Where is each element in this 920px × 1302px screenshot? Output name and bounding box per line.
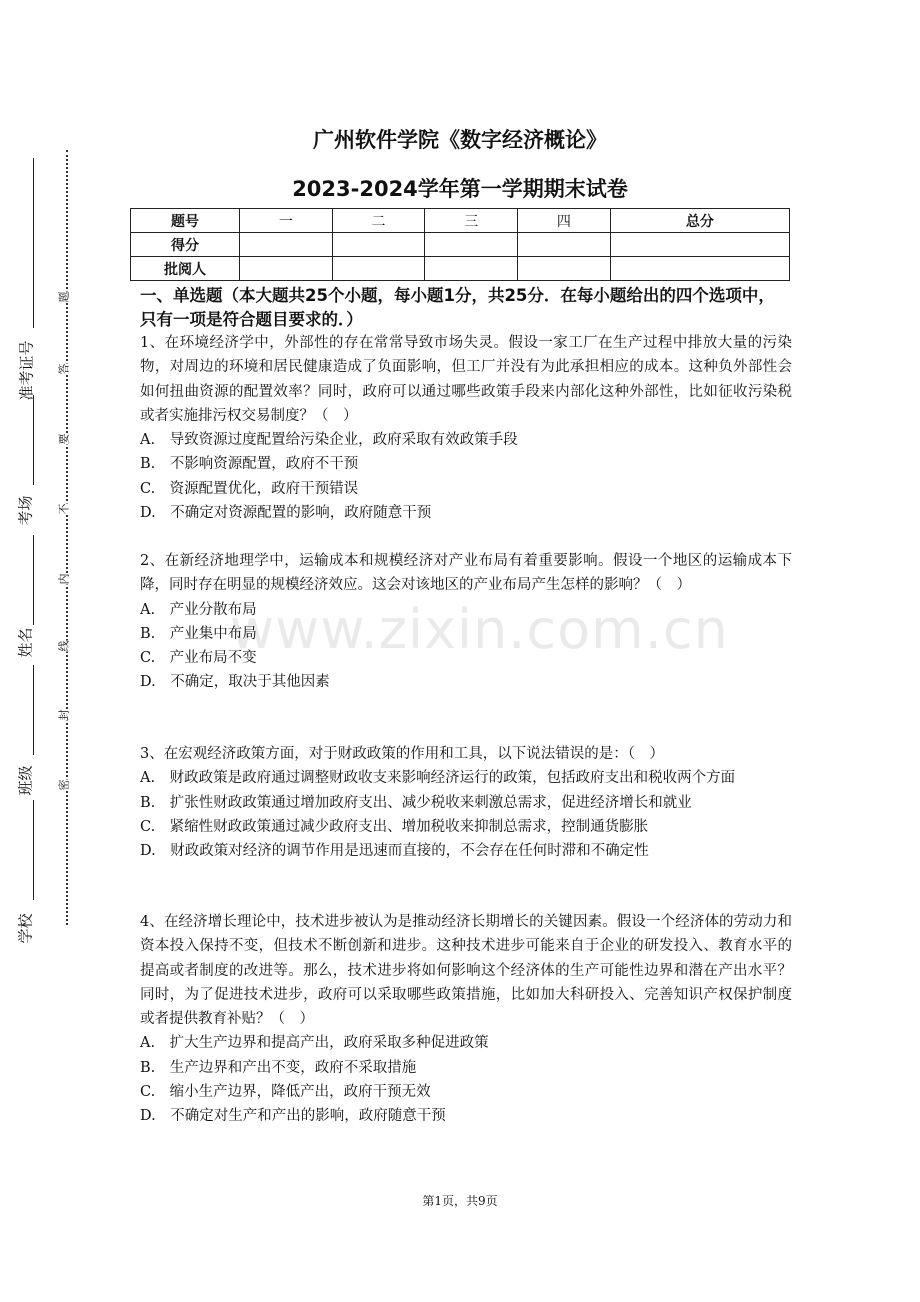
table-header-cell: 总分 [610, 209, 789, 233]
binding-dotted-line [66, 150, 68, 925]
option-c[interactable]: C. 产业布局不变 [140, 650, 257, 667]
grader-cell[interactable] [240, 257, 333, 281]
grader-cell[interactable] [518, 257, 611, 281]
option-b[interactable]: B. 扩张性财政政策通过增加政府支出、减少税收来刺激总需求，促进经济增长和就业 [140, 794, 692, 811]
seal-char: 封 [55, 710, 73, 721]
option-d[interactable]: D. 不确定对资源配置的影响，政府随意干预 [140, 505, 432, 522]
school-blank [33, 800, 34, 900]
option-a[interactable]: A. 导致资源过度配置给污染企业，政府采取有效政策手段 [140, 432, 518, 449]
option-c[interactable]: C. 资源配置优化，政府干预错误 [140, 480, 359, 497]
seal-char: 答 [55, 364, 73, 375]
question-stem: 1、在环境经济学中，外部性的存在常常导致市场失灵。假设一家工厂在生产过程中排放大量的污染物，对周边的环境和居民健康造成了负面影响，但工厂并没有为此承担相应的成本。这种负外部性会如何扭曲资源的配置效率？同时，政府可以通过哪些政策手段来内部化这种外部性，比如征收污染税或者实施排污权交易制度？（ ） [140, 335, 792, 424]
question-4 [140, 910, 792, 1129]
grader-cell[interactable] [332, 257, 425, 281]
seal-char: 要 [55, 434, 73, 445]
option-b[interactable]: B. 不影响资源配置，政府不干预 [140, 456, 359, 473]
school-label: 学校 [16, 913, 35, 944]
option-b[interactable]: B. 生产边界和产出不变，政府不采取措施 [140, 1059, 417, 1076]
score-table-row [131, 233, 790, 257]
question-stem: 3、在宏观经济政策方面，对于财政政策的作用和工具，以下说法错误的是：（ ） [140, 746, 664, 762]
table-header-cell: 题号 [131, 209, 240, 233]
table-header-cell: 四 [518, 209, 611, 233]
question-1 [140, 331, 792, 525]
name-label: 姓名 [16, 627, 35, 658]
seal-char: 题 [55, 292, 73, 303]
option-b[interactable]: B. 产业集中布局 [140, 625, 257, 642]
seal-char: 线 [55, 641, 73, 652]
exam-subtitle: 2023-2024学年第一学期期末试卷 [292, 177, 628, 201]
score-cell[interactable] [518, 233, 611, 257]
option-c[interactable]: C. 缩小生产边界，降低产出，政府干预无效 [140, 1084, 431, 1101]
exam-number-label: 准考证号 [17, 340, 36, 401]
option-c[interactable]: C. 紧缩性财政政策通过减少政府支出、增加税收来抑制总需求，控制通货膨胀 [140, 818, 649, 835]
option-d[interactable]: D. 不确定对生产和产出的影响，政府随意干预 [140, 1108, 446, 1125]
table-header-cell: 二 [332, 209, 425, 233]
watermark: www.zixin.com.cn [230, 598, 729, 661]
seal-char: 不 [55, 504, 73, 515]
option-d[interactable]: D. 财政政策对经济的调节作用是迅速而直接的，不会存在任何时滞和不确定性 [140, 843, 649, 860]
seal-char: 密 [55, 780, 73, 791]
question-3 [140, 742, 792, 863]
exam-room-blank [33, 395, 34, 485]
score-table-row [131, 257, 790, 281]
section-heading: 一、单选题（本大题共25个小题，每小题1分，共25分．在每小题给出的四个选项中，只有一项是符合题目要求的．） [140, 286, 775, 329]
exam-title: 广州软件学院《数字经济概论》 [313, 128, 607, 152]
class-blank [33, 665, 34, 755]
score-cell[interactable] [332, 233, 425, 257]
grader-cell[interactable] [425, 257, 518, 281]
question-stem: 4、在经济增长理论中，技术进步被认为是推动经济长期增长的关键因素。假设一个经济体的劳动力和资本投入保持不变，但技术不断创新和进步。这种技术进步可能来自于企业的研发投入、教育水平的提高或者制度的改进等。那么，技术进步将如何影响这个经济体的生产可能性边界和潜在产出水平？同时，为了促进技术进步，政府可以采取哪些政策措施，比如加大科研投入、完善知识产权保护制度或者提供教育补贴？（ ） [140, 914, 792, 1028]
option-a[interactable]: A. 财政政策是政府通过调整财政收支来影响经济运行的政策，包括政府支出和税收两个方面 [140, 770, 736, 787]
table-header-cell: 三 [425, 209, 518, 233]
row-label: 批阅人 [131, 257, 240, 281]
seal-char: 内 [55, 574, 73, 585]
exam-room-label: 考场 [16, 495, 35, 526]
table-header-cell: 一 [240, 209, 333, 233]
score-cell[interactable] [610, 233, 789, 257]
question-stem: 2、在新经济地理学中，运输成本和规模经济对产业布局有着重要影响。假设一个地区的运输成本下降，同时存在明显的规模经济效应。这会对该地区的产业布局产生怎样的影响？（ ） [140, 553, 792, 594]
score-cell[interactable] [240, 233, 333, 257]
option-a[interactable]: A. 产业分散布局 [140, 601, 257, 618]
option-a[interactable]: A. 扩大生产边界和提高产出，政府采取多种促进政策 [140, 1035, 489, 1052]
score-table-header-row [131, 209, 790, 233]
row-label: 得分 [131, 233, 240, 257]
score-cell[interactable] [425, 233, 518, 257]
option-d[interactable]: D. 不确定，取决于其他因素 [140, 674, 330, 691]
page-footer: 第1页，共9页 [422, 1194, 498, 1208]
name-blank [33, 535, 34, 625]
score-table [130, 208, 790, 281]
grader-cell[interactable] [610, 257, 789, 281]
class-label: 班级 [16, 765, 35, 796]
